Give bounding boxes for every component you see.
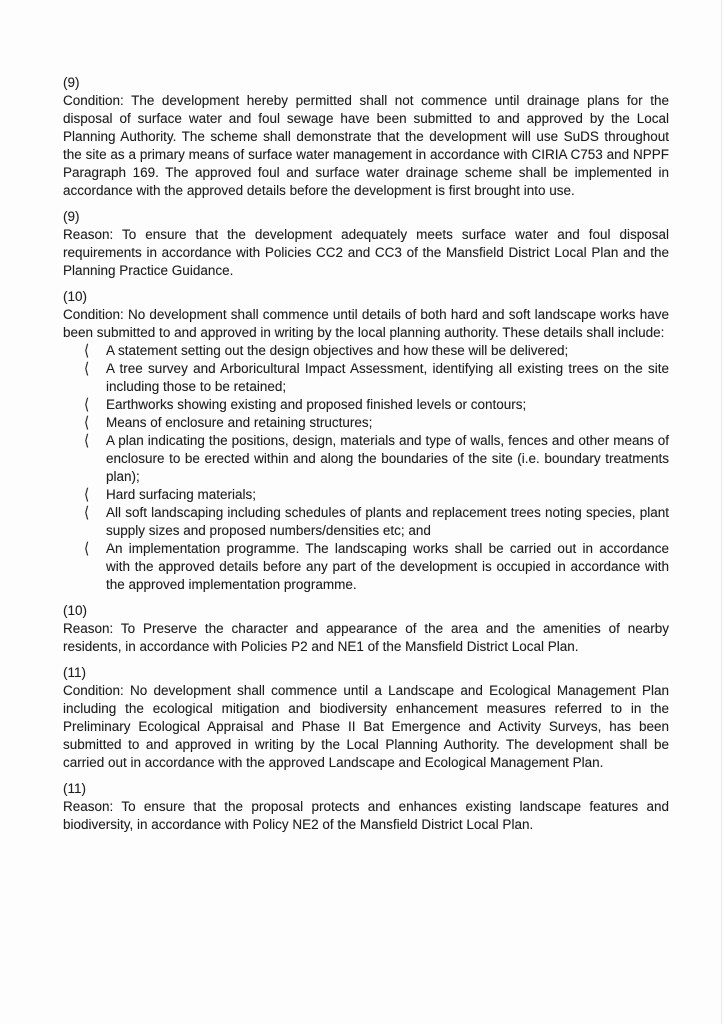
clause-number: (10) — [63, 289, 88, 304]
list-item-text: An implementation programme. The landscaping works shall be carried out in accordance with the approved details before any part of the development is occupied in accordance with the approved implementation programme. — [106, 541, 669, 592]
clause-text: Condition: No development shall commence until details of both hard and soft landscape works have been submitted to and approved in writing by the local planning authority. These details shall include: — [63, 307, 669, 340]
list-item — [84, 504, 669, 540]
list-item — [84, 486, 669, 504]
clause-text: Reason: To Preserve the character and appearance of the area and the amenities of nearby residents, in accordance with Policies P2 and NE1 of the Mansfield District Local Plan. — [63, 621, 669, 654]
angle-bullet-icon: ⟨ — [84, 395, 90, 414]
reason-11-block — [63, 780, 669, 834]
clause-number: (10) — [63, 603, 88, 618]
clause-text: Condition: No development shall commence until a Landscape and Ecological Management Plan including the ecological mitigation and biodiversity enhancement measures referred to in the Preliminary Ecological Appraisal and Phase II Bat Emergence and Activity Surveys, has been submitted to and approved in writing by the Local Planning Authority. The development shall be carried out in accordance with the approved Landscape and Ecological Management Plan. — [63, 683, 669, 770]
list-item — [84, 360, 669, 396]
condition-9-block — [63, 74, 669, 200]
angle-bullet-icon: ⟨ — [84, 341, 90, 360]
angle-bullet-icon: ⟨ — [84, 413, 90, 432]
list-item-text: Hard surfacing materials; — [106, 487, 257, 502]
clause-text: Reason: To ensure that the development adequately meets surface water and foul disposal requirements in accordance with Policies CC2 and CC3 of the Mansfield District Local Plan and the Planning Practice Guidance. — [63, 227, 669, 278]
list-item — [84, 396, 669, 414]
angle-bullet-icon: ⟨ — [84, 431, 90, 450]
clause-number: (9) — [63, 209, 80, 224]
list-item — [84, 414, 669, 432]
list-item-text: A plan indicating the positions, design, materials and type of walls, fences and other means of enclosure to be erected within and along the boundaries of the site (i.e. boundary treatments plan); — [106, 433, 669, 484]
angle-bullet-icon: ⟨ — [84, 485, 90, 504]
clause-number: (9) — [63, 75, 80, 90]
clause-number: (11) — [63, 781, 87, 796]
angle-bullet-icon: ⟨ — [84, 539, 90, 558]
reason-9-block — [63, 208, 669, 280]
clause-text: Condition: The development hereby permitted shall not commence until drainage plans for the disposal of surface water and foul sewage have been submitted to and approved by the Local Planning Authority. The scheme shall demonstrate that the development will use SuDS throughout the site as a primary means of surface water management in accordance with CIRIA C753 and NPPF Paragraph 169. The approved foul and surface water drainage scheme shall be implemented in accordance with the approved details before the development is first brought into use. — [63, 93, 669, 198]
condition-11-block — [63, 664, 669, 772]
list-item-text: Means of enclosure and retaining structures; — [106, 415, 373, 430]
angle-bullet-icon: ⟨ — [84, 503, 90, 522]
list-item-text: A tree survey and Arboricultural Impact Assessment, identifying all existing trees on the site including those to be retained; — [106, 361, 669, 394]
list-item — [84, 432, 669, 486]
list-item — [84, 342, 669, 360]
conditions-text-block — [63, 74, 669, 842]
landscape-details-list — [63, 342, 669, 594]
list-item-text: A statement setting out the design objectives and how these will be delivered; — [106, 343, 569, 358]
reason-10-block — [63, 602, 669, 656]
list-item — [84, 540, 669, 594]
scan-edge-artifact — [721, 0, 722, 1024]
condition-10-block — [63, 288, 669, 594]
list-item-text: All soft landscaping including schedules of plants and replacement trees noting species, plant supply sizes and proposed numbers/densities etc; and — [106, 505, 669, 538]
clause-text: Reason: To ensure that the proposal protects and enhances existing landscape features and biodiversity, in accordance with Policy NE2 of the Mansfield District Local Plan. — [63, 799, 669, 832]
angle-bullet-icon: ⟨ — [84, 359, 90, 378]
list-item-text: Earthworks showing existing and proposed finished levels or contours; — [106, 397, 527, 412]
clause-number: (11) — [63, 665, 87, 680]
